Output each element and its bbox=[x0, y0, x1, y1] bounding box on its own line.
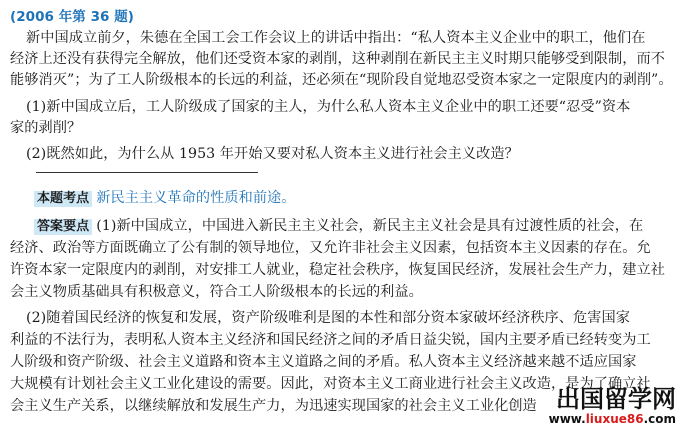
site-watermark bbox=[549, 386, 676, 426]
question-stem-line-3: 能够消灭”；为了工人阶级根本的长远的利益，还必须在“现阶段自觉地忍受资本家之一定限度内的剥削”。 bbox=[10, 72, 673, 88]
watermark-url-mid: liuxue86 bbox=[585, 412, 644, 426]
answer-p2-line-5: 会主义生产关系，以继续解放和发展生产力，为迅速实现国家的社会主义工业化创造 bbox=[10, 398, 537, 414]
watermark-url bbox=[549, 412, 676, 426]
answer-p1-line-2: 经济、政治等方面既确立了公有制的领导地位，又允许非社会主义因素，包括资本主义因素的存在。允 bbox=[10, 240, 651, 256]
answer-p1-line-4: 会主义物质基础具有积极意义，符合工人阶级根本的长远的利益。 bbox=[10, 284, 423, 300]
question-title: (2006 年第 36 题) bbox=[10, 9, 134, 25]
answer-p1-first: (1)新中国成立，中国进入新民主主义社会，新民主主义社会是具有过渡性质的社会，在 bbox=[96, 218, 644, 234]
question-stem-line-2: 经济上还没有获得完全解放，他们还受资本家的剥削，这种剥削在新民主主义时期只能够受到限制，而不 bbox=[10, 51, 665, 67]
watermark-name: 出国留学网 bbox=[556, 385, 676, 413]
kaodian-row bbox=[34, 189, 682, 207]
kaodian-text: 新民主主义革命的性质和前途。 bbox=[96, 190, 296, 206]
answer-p1-line-3: 许资本家一定限度内的剥削，对安排工人就业，稳定社会秩序，恢复国民经济，发展社会生产力，建立社 bbox=[10, 262, 665, 278]
watermark-url-suffix: .com bbox=[643, 412, 676, 426]
answer-label: 答案要点 bbox=[34, 219, 92, 235]
question-stem-line-1: 新中国成立前夕，朱德在全国工会工作会议上的讲话中指出：“私人资本主义企业中的职工，他们在 bbox=[26, 30, 646, 46]
answer-p2-line-2: 利益的不法行为，表明私人资本主义经济和国民经济之间的矛盾日益尖锐，国内主要矛盾已经转变为工 bbox=[10, 332, 651, 348]
question-1-line-2: 家的剥削？ bbox=[10, 120, 82, 136]
divider-rule bbox=[36, 172, 258, 173]
answer-row bbox=[34, 217, 682, 235]
answer-p2-line-3: 人阶级和资产阶级、社会主义道路和资本主义道路之间的矛盾。私人资本主义经济越来越不适应国家 bbox=[10, 354, 637, 370]
kaodian-label: 本题考点 bbox=[34, 191, 92, 207]
watermark-url-prefix: www. bbox=[548, 412, 586, 426]
question-2: (2)既然如此，为什么从 1953 年开始又要对私人资本主义进行社会主义改造？ bbox=[26, 146, 519, 162]
answer-p2-line-4: 大规模有计划社会主义工业化建设的需要。因此，对资本主义工商业进行社会主义改造，是为了确立社 bbox=[10, 376, 651, 392]
answer-p2-line-1: (2)随着国民经济的恢复和发展，资产阶级唯利是图的本性和部分资本家破坏经济秩序、危害国家 bbox=[26, 310, 630, 326]
question-1-line-1: (1)新中国成立后，工人阶级成了国家的主人，为什么私人资本主义企业中的职工还要“忍受”资本 bbox=[26, 99, 631, 115]
